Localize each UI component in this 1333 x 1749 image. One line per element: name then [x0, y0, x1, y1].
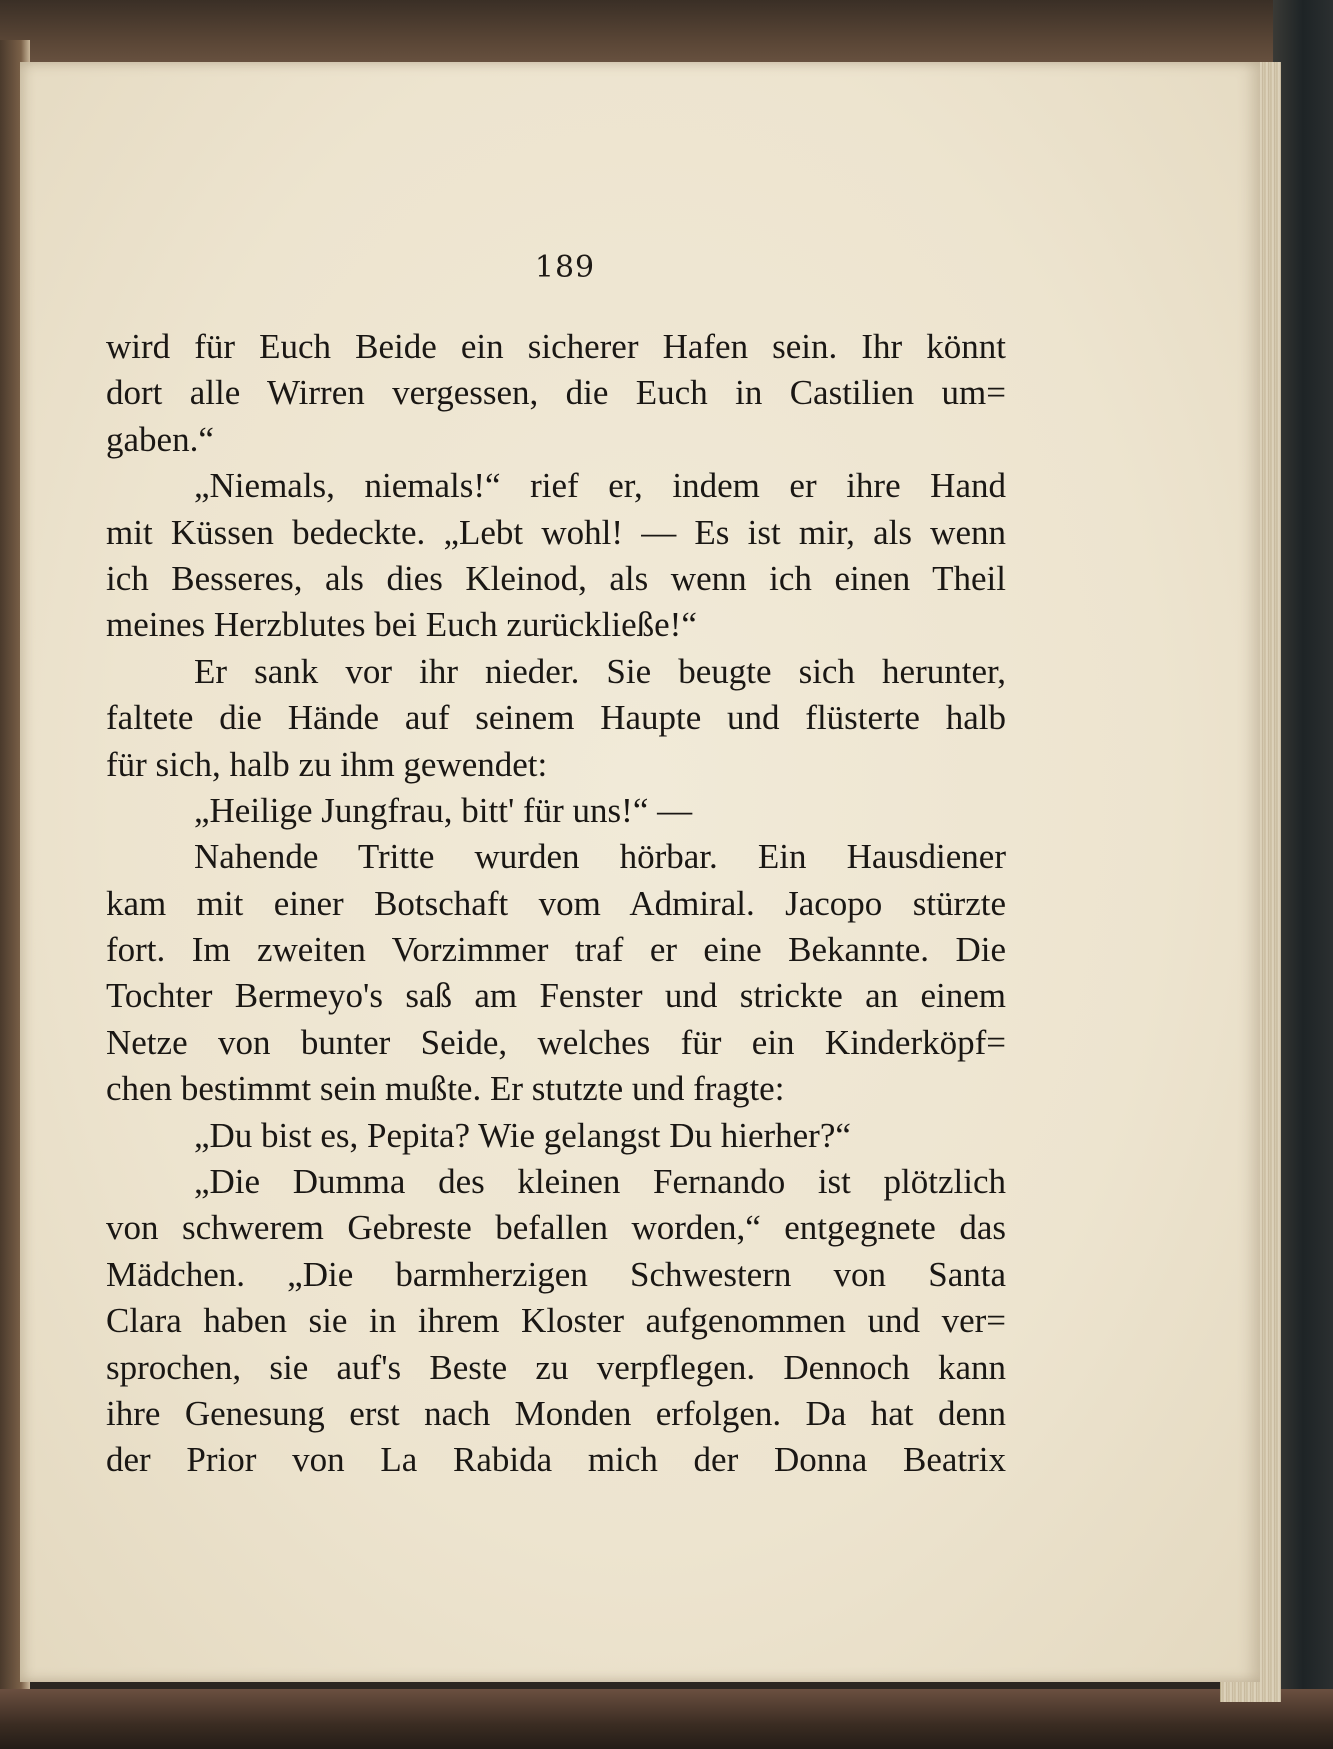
text-line: faltete die Hände auf seinem Haupte und flüsterte halb: [106, 698, 1006, 738]
text-line: Tochter Bermeyo's saß am Fenster und strickte an einem: [106, 976, 1006, 1016]
book-cover-top: [0, 0, 1333, 70]
text-line: wird für Euch Beide ein sicherer Hafen sein. Ihr könnt: [106, 327, 1006, 366]
body-text: [106, 324, 1006, 1484]
book-cover-right: [1273, 0, 1333, 1749]
text-line: ich Besseres, als dies Kleinod, als wenn ich einen Theil: [106, 558, 1006, 598]
text-line: gaben.“: [106, 419, 214, 459]
text-line: „Heilige Jungfrau, bitt' für uns!“ —: [194, 790, 693, 830]
text-line: sprochen, sie auf's Beste zu verpflegen. Dennoch kann: [106, 1347, 1006, 1387]
book-page: [20, 62, 1260, 1682]
text-line: meines Herzblutes bei Euch zurückließe!“: [106, 605, 697, 645]
text-line: von schwerem Gebreste befallen worden,“ entgegnete das: [106, 1208, 1006, 1248]
text-line: Nahende Tritte wurden hörbar. Ein Hausdiener: [194, 837, 1006, 877]
text-line: Netze von bunter Seide, welches für ein Kinderköpf=: [106, 1022, 1006, 1062]
book-cover-bottom: [0, 1689, 1333, 1749]
text-line: „Du bist es, Pepita? Wie gelangst Du hierher?“: [194, 1115, 851, 1155]
text-line: ihre Genesung erst nach Monden erfolgen. Da hat denn: [106, 1393, 1006, 1433]
text-line: Mädchen. „Die barmherzigen Schwestern von Santa: [106, 1254, 1006, 1294]
text-line: der Prior von La Rabida mich der Donna Beatrix: [106, 1440, 1006, 1480]
text-line: kam mit einer Botschaft vom Admiral. Jacopo stürzte: [106, 883, 1006, 923]
text-line: „Die Dumma des kleinen Fernando ist plötzlich: [194, 1162, 1006, 1202]
text-line: Clara haben sie in ihrem Kloster aufgenommen und ver=: [106, 1301, 1006, 1341]
text-line: Er sank vor ihr nieder. Sie beugte sich herunter,: [194, 651, 1006, 691]
text-line: für sich, halb zu ihm gewendet:: [106, 744, 548, 784]
page-number: 189: [534, 250, 596, 285]
text-line: mit Küssen bedeckte. „Lebt wohl! — Es ist mir, als wenn: [106, 512, 1006, 552]
text-line: „Niemals, niemals!“ rief er, indem er ihre Hand: [194, 466, 1006, 506]
text-line: fort. Im zweiten Vorzimmer traf er eine Bekannte. Die: [106, 930, 1006, 970]
text-line: chen bestimmt sein mußte. Er stutzte und fragte:: [106, 1069, 785, 1109]
text-line: dort alle Wirren vergessen, die Euch in Castilien um=: [106, 373, 1006, 413]
